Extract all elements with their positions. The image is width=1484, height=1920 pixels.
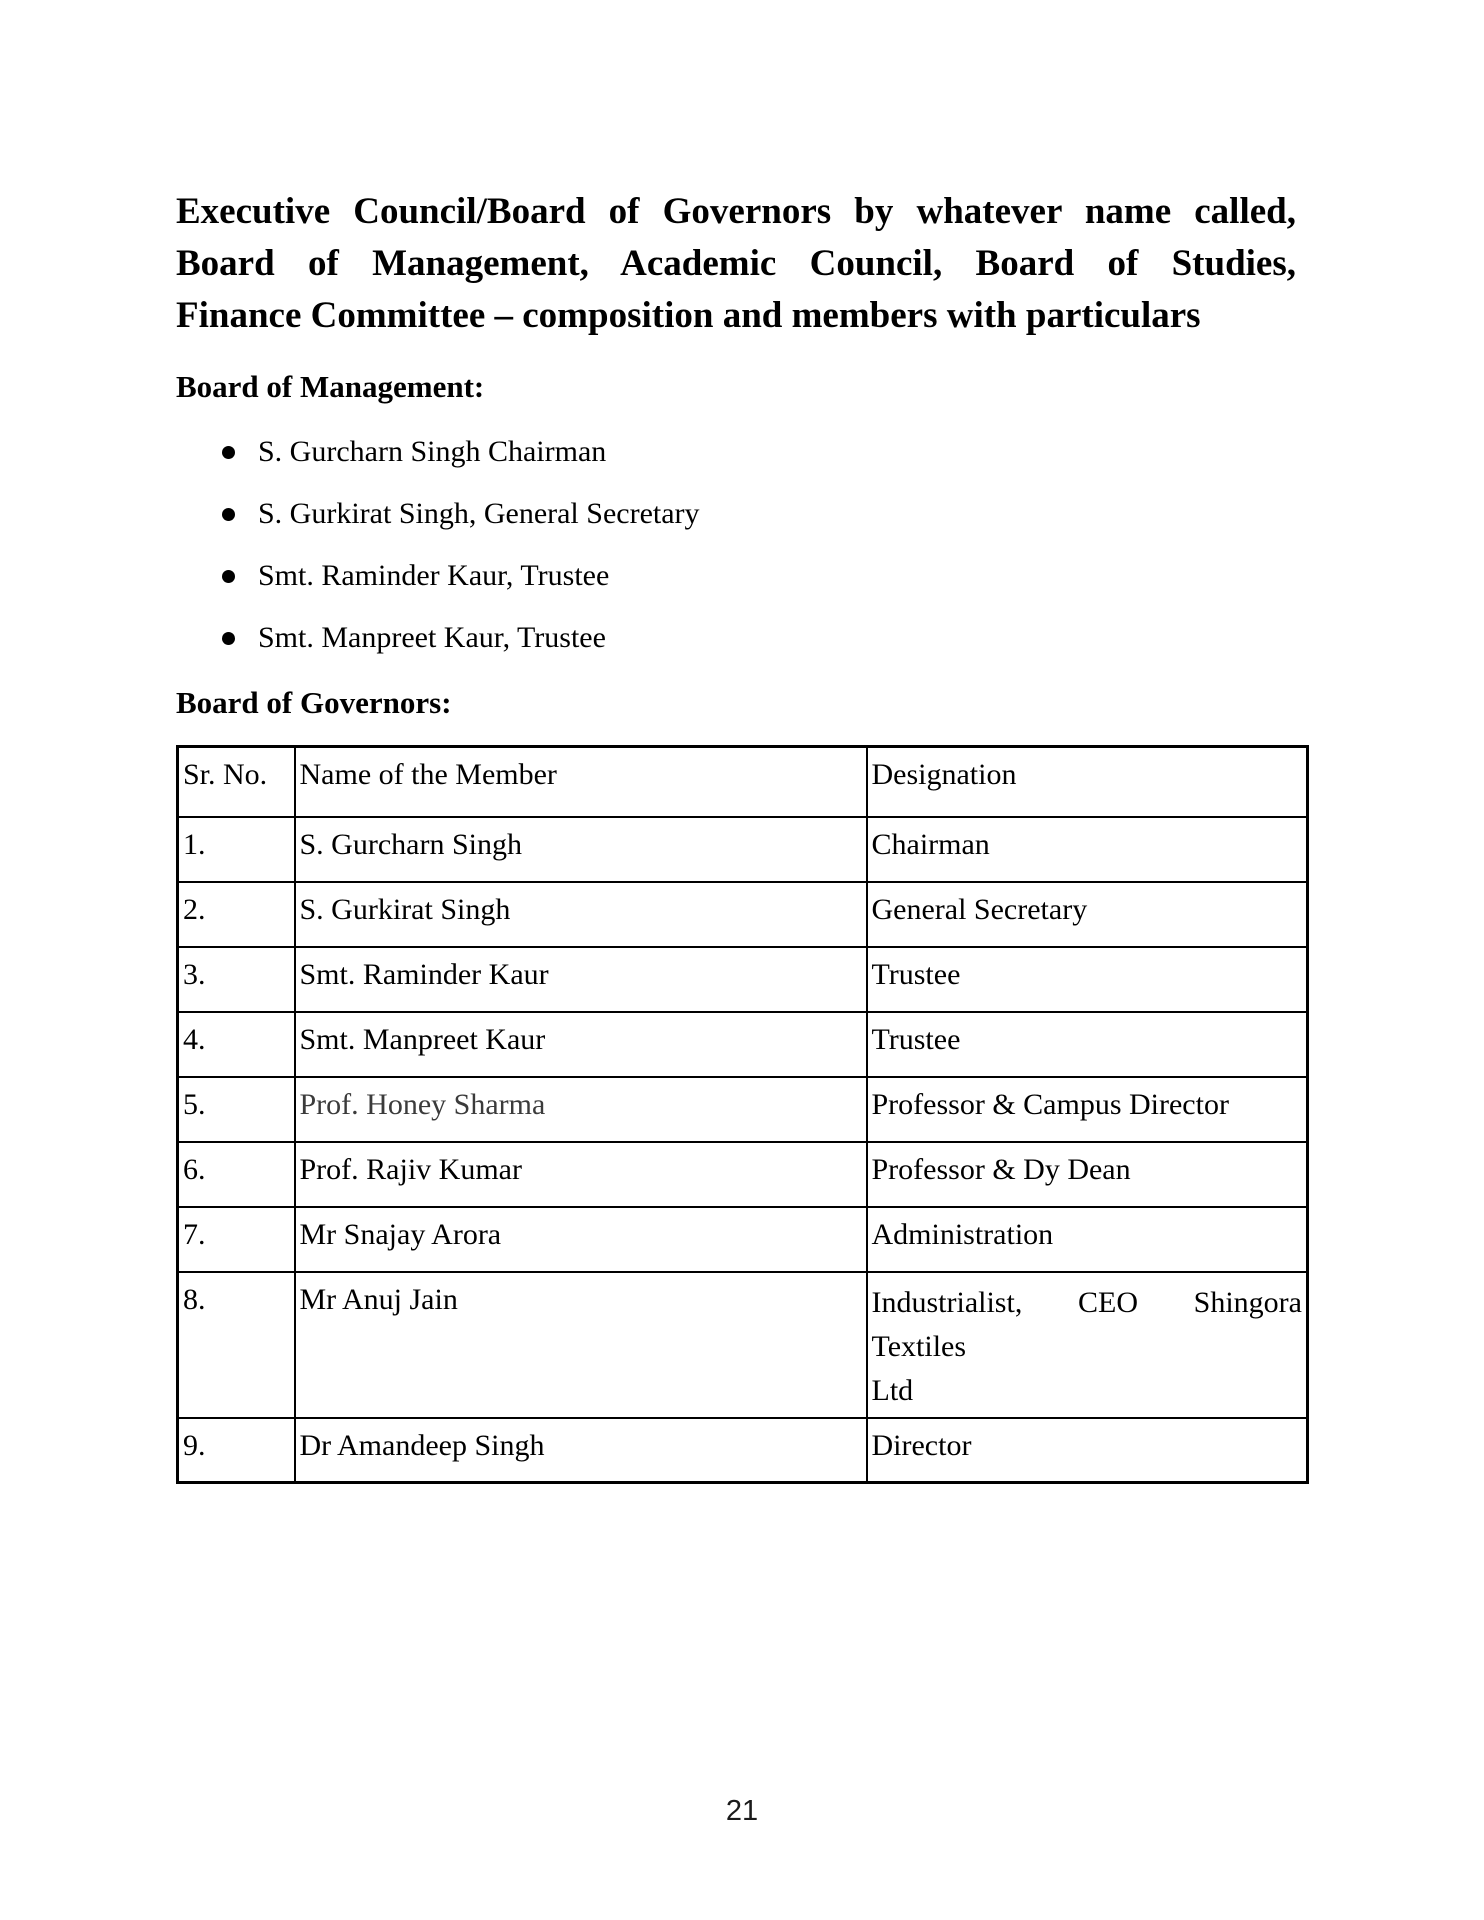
bullet-icon [222,570,235,583]
cell-sr-no: 2. [178,882,295,947]
member-text: Smt. Raminder Kaur, Trustee [258,559,610,592]
cell-name: Prof. Rajiv Kumar [295,1142,867,1207]
table-row [178,1142,1308,1207]
page-title-line-3: Finance Committee – composition and members with particulars [176,295,1201,336]
table-header-row [178,747,1308,817]
designation-line-2: Ltd [871,1373,914,1407]
cell-designation: Chairman [867,817,1308,882]
cell-sr-no: 7. [178,1207,295,1272]
cell-sr-no: 5. [178,1077,295,1142]
member-text: S. Gurkirat Singh, General Secretary [258,497,700,530]
table-row [178,1207,1308,1272]
cell-sr-no: 4. [178,1012,295,1077]
cell-name: Dr Amandeep Singh [295,1418,867,1483]
cell-name: Smt. Raminder Kaur [295,947,867,1012]
board-of-management-list [176,421,1296,669]
cell-name: Mr Anuj Jain [295,1272,867,1418]
table-row [178,817,1308,882]
cell-designation: Trustee [867,1012,1308,1077]
table-row [178,1418,1308,1483]
table-row [178,1012,1308,1077]
cell-designation: Professor & Dy Dean [867,1142,1308,1207]
cell-name: Mr Snajay Arora [295,1207,867,1272]
page-title-line-2: Board of Management, Academic Council, Board of Studies, [176,243,1296,284]
cell-sr-no: 6. [178,1142,295,1207]
cell-sr-no: 1. [178,817,295,882]
table-row [178,1077,1308,1142]
cell-name: Prof. Honey Sharma [295,1077,867,1142]
cell-designation: General Secretary [867,882,1308,947]
page-title-line-1: Executive Council/Board of Governors by whatever name called, [176,191,1296,232]
cell-designation: Trustee [867,947,1308,1012]
cell-designation: Professor & Campus Director [867,1077,1308,1142]
column-header-sr-no: Sr. No. [178,747,295,817]
table-row [178,1272,1308,1418]
cell-designation [867,1272,1308,1418]
list-item [176,545,1296,607]
column-header-name: Name of the Member [295,747,867,817]
cell-designation: Director [867,1418,1308,1483]
cell-name: Smt. Manpreet Kaur [295,1012,867,1077]
board-of-governors-heading: Board of Governors: [176,685,452,720]
bullet-icon [222,446,235,459]
table-row [178,882,1308,947]
list-item [176,421,1296,483]
board-of-management-heading: Board of Management: [176,369,485,404]
page-number: 21 [725,1795,759,1827]
page-title [176,186,1296,342]
list-item [176,483,1296,545]
cell-sr-no: 9. [178,1418,295,1483]
member-text: S. Gurcharn Singh Chairman [258,435,607,468]
list-item [176,607,1296,669]
designation-line-1: Industrialist, CEO Shingora Textiles [871,1285,1302,1363]
bullet-icon [222,632,235,645]
bullet-icon [222,508,235,521]
column-header-designation: Designation [867,747,1308,817]
cell-sr-no: 3. [178,947,295,1012]
cell-sr-no: 8. [178,1272,295,1418]
member-text: Smt. Manpreet Kaur, Trustee [258,621,606,654]
cell-designation: Administration [867,1207,1308,1272]
table-row [178,947,1308,1012]
board-of-governors-table [176,745,1309,1484]
cell-name: S. Gurcharn Singh [295,817,867,882]
cell-name: S. Gurkirat Singh [295,882,867,947]
